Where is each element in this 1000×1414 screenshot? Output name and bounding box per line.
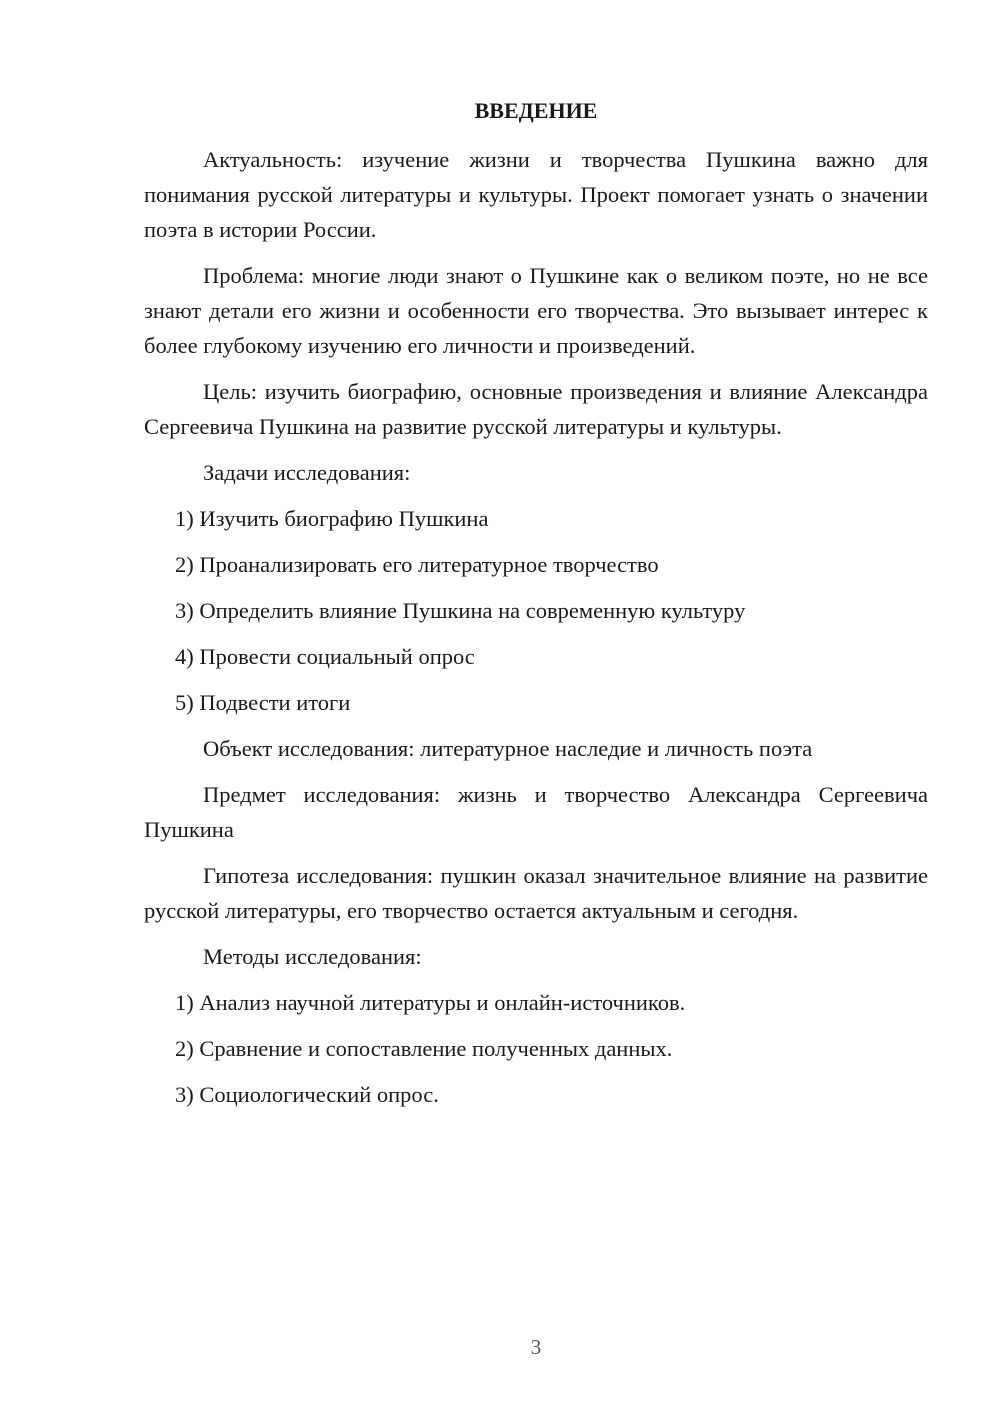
object-paragraph: Объект исследования: литературное наследие и личность поэта bbox=[203, 736, 813, 761]
tasks-list bbox=[144, 501, 928, 720]
subject-paragraph: Предмет исследования: жизнь и творчество Александра Сергеевича Пушкина bbox=[144, 782, 928, 842]
relevance-paragraph: Актуальность: изучение жизни и творчества Пушкина важно для понимания русской литературы и культуры. Проект помогает узнать о значении поэта в истории России. bbox=[144, 147, 928, 242]
task-item: 4) Провести социальный опрос bbox=[175, 644, 475, 669]
method-item: 1) Анализ научной литературы и онлайн-источников. bbox=[175, 990, 686, 1015]
methods-list bbox=[144, 985, 928, 1112]
hypothesis-paragraph: Гипотеза исследования: пушкин оказал значительное влияние на развитие русской литературы, его творчество остается актуальным и сегодня. bbox=[144, 863, 928, 923]
problem-paragraph: Проблема: многие люди знают о Пушкине как о великом поэте, но не все знают детали его жизни и особенности его творчества. Это вызывает интерес к более глубокому изучению его личности и произведений. bbox=[144, 263, 928, 358]
method-item: 3) Социологический опрос. bbox=[175, 1082, 439, 1107]
goal-paragraph: Цель: изучить биографию, основные произведения и влияние Александра Сергеевича Пушкина на развитие русской литературы и культуры. bbox=[144, 379, 928, 439]
method-item: 2) Сравнение и сопоставление полученных данных. bbox=[175, 1036, 673, 1061]
page-number: 3 bbox=[530, 1335, 542, 1359]
task-item: 2) Проанализировать его литературное творчество bbox=[175, 552, 659, 577]
task-item: 5) Подвести итоги bbox=[175, 690, 351, 715]
task-item: 3) Определить влияние Пушкина на современную культуру bbox=[175, 598, 746, 623]
tasks-heading: Задачи исследования: bbox=[203, 460, 411, 485]
document-body bbox=[144, 142, 928, 1123]
task-item: 1) Изучить биографию Пушкина bbox=[175, 506, 489, 531]
methods-heading: Методы исследования: bbox=[203, 944, 422, 969]
page-title: ВВЕДЕНИЕ bbox=[474, 98, 598, 123]
